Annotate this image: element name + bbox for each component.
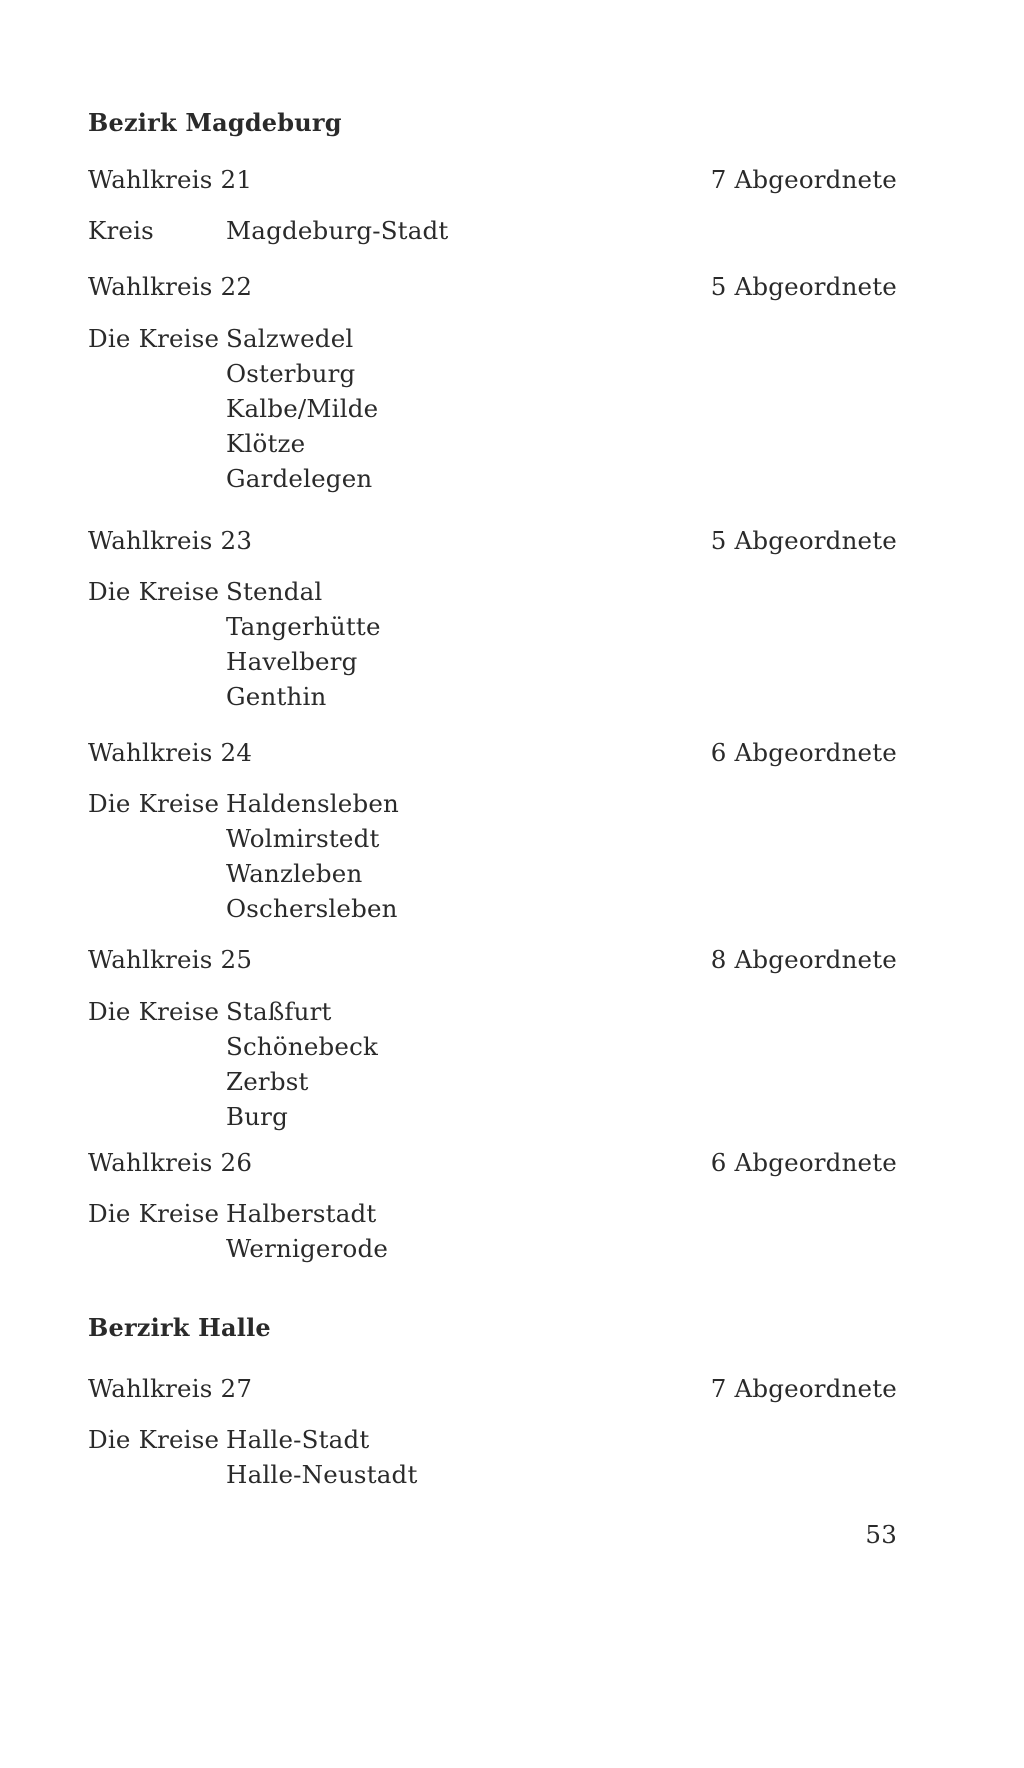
kreis-item: Kalbe/Milde — [226, 394, 379, 423]
kreis-item: Burg — [226, 1102, 288, 1131]
kreis-item: Oschersleben — [226, 894, 398, 923]
kreis-item: Schönebeck — [226, 1032, 379, 1061]
kreis-item: Wernigerode — [226, 1234, 389, 1263]
kreis-item: Havelberg — [226, 647, 358, 676]
wahlkreis-26-prefix: Die Kreise — [88, 1199, 220, 1228]
wahlkreis-24-prefix: Die Kreise — [88, 789, 220, 818]
wahlkreis-23-label: Wahlkreis 23 — [88, 526, 253, 555]
page-number: 53 — [865, 1520, 897, 1549]
kreis-item: Klötze — [226, 429, 306, 458]
wahlkreis-25-seats: 8 Abgeordnete — [710, 945, 897, 974]
kreis-item: Stendal — [226, 577, 323, 606]
wahlkreis-24-seats: 6 Abgeordnete — [710, 738, 897, 767]
kreis-item: Salzwedel — [226, 324, 354, 353]
wahlkreis-25-prefix: Die Kreise — [88, 997, 220, 1026]
wahlkreis-21-seats: 7 Abgeordnete — [710, 165, 897, 194]
wahlkreis-26-seats: 6 Abgeordnete — [710, 1148, 897, 1177]
kreis-item: Haldensleben — [226, 789, 400, 818]
kreis-item: Halle-Stadt — [226, 1425, 370, 1454]
kreis-item: Halle-Neustadt — [226, 1460, 418, 1489]
wahlkreis-27-seats: 7 Abgeordnete — [710, 1374, 897, 1403]
kreis-item: Gardelegen — [226, 464, 373, 493]
kreis-item: Halberstadt — [226, 1199, 377, 1228]
wahlkreis-23-seats: 5 Abgeordnete — [710, 526, 897, 555]
wahlkreis-27-prefix: Die Kreise — [88, 1425, 220, 1454]
wahlkreis-23-prefix: Die Kreise — [88, 577, 220, 606]
kreis-item: Zerbst — [226, 1067, 309, 1096]
bezirk-heading-halle: Berzirk Halle — [88, 1313, 271, 1342]
wahlkreis-21-prefix: Kreis — [88, 216, 154, 245]
kreis-item: Magdeburg-Stadt — [226, 216, 449, 245]
kreis-item: Tangerhütte — [226, 612, 381, 641]
kreis-item: Genthin — [226, 682, 327, 711]
wahlkreis-22-prefix: Die Kreise — [88, 324, 220, 353]
wahlkreis-25-label: Wahlkreis 25 — [88, 945, 253, 974]
bezirk-heading-magdeburg: Bezirk Magdeburg — [88, 108, 342, 137]
wahlkreis-24-label: Wahlkreis 24 — [88, 738, 253, 767]
wahlkreis-22-seats: 5 Abgeordnete — [710, 272, 897, 301]
wahlkreis-27-label: Wahlkreis 27 — [88, 1374, 253, 1403]
wahlkreis-26-label: Wahlkreis 26 — [88, 1148, 253, 1177]
wahlkreis-22-label: Wahlkreis 22 — [88, 272, 253, 301]
wahlkreis-21-label: Wahlkreis 21 — [88, 165, 253, 194]
kreis-item: Wolmirstedt — [226, 824, 380, 853]
kreis-item: Wanzleben — [226, 859, 363, 888]
kreis-item: Staßfurt — [226, 997, 332, 1026]
kreis-item: Osterburg — [226, 359, 356, 388]
